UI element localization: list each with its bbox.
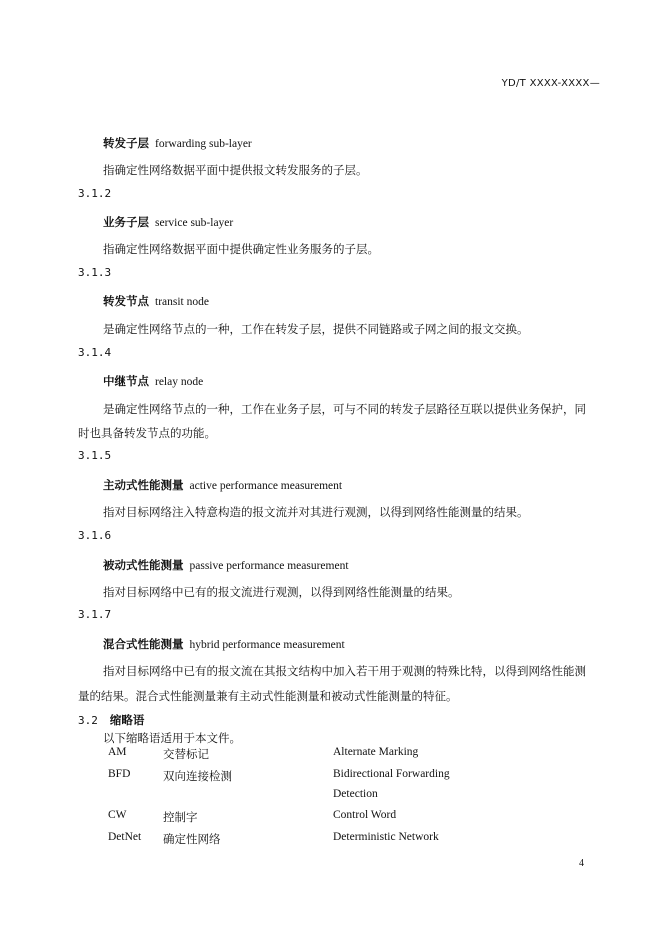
- term-en: active performance measurement: [189, 480, 343, 492]
- term-definition: 指确定性网络数据平面中提供报文转发服务的子层。: [103, 163, 368, 177]
- term-definition-line1: 是确定性网络节点的一种，工作在业务子层，可与不同的转发子层路径互联以提供业务保护，同: [103, 402, 586, 416]
- clause-number: 3.1.2: [78, 187, 112, 200]
- page-number: 4: [579, 858, 584, 869]
- term-en: passive performance measurement: [189, 560, 349, 572]
- term-en: hybrid performance measurement: [189, 639, 345, 651]
- term-zh: 被动式性能测量: [103, 558, 184, 572]
- term-definition-line1: 指对目标网络中已有的报文流在其报文结构中加入若干用于观测的特殊比特，以得到网络性能测: [103, 664, 586, 678]
- term-relay-node: [103, 373, 203, 389]
- clause-number: 3.1.5: [78, 449, 112, 462]
- abbr-chinese: 交替标记: [163, 747, 209, 761]
- term-hybrid-performance-measurement: [103, 636, 345, 652]
- term-passive-performance-measurement: [103, 557, 349, 573]
- clause-number: 3.1.4: [78, 346, 112, 359]
- abbr-code: CW: [108, 809, 127, 821]
- term-definition: 指对目标网络中已有的报文流进行观测，以得到网络性能测量的结果。: [103, 585, 460, 599]
- term-zh: 中继节点: [103, 374, 149, 388]
- abbr-code: BFD: [108, 768, 131, 780]
- term-definition: 指对目标网络注入特意构造的报文流并对其进行观测，以得到网络性能测量的结果。: [103, 505, 529, 519]
- term-zh: 业务子层: [103, 215, 149, 229]
- term-forwarding-sub-layer: [103, 135, 252, 151]
- clause-number: 3.1.3: [78, 266, 112, 279]
- abbr-code: DetNet: [108, 831, 142, 843]
- term-zh: 主动式性能测量: [103, 478, 184, 492]
- abbr-english: Alternate Marking: [333, 746, 419, 758]
- abbr-chinese: 确定性网络: [163, 832, 221, 846]
- section-number: 3.2: [78, 714, 98, 727]
- clause-number: 3.1.7: [78, 608, 112, 621]
- term-active-performance-measurement: [103, 477, 342, 493]
- term-service-sub-layer: [103, 214, 233, 230]
- section-intro: 以下缩略语适用于本文件。: [103, 731, 241, 745]
- term-zh: 转发子层: [103, 136, 149, 150]
- document-id-header: YD/T XXXX-XXXX—: [501, 78, 600, 89]
- section-heading: [78, 712, 144, 728]
- term-en: forwarding sub-layer: [155, 138, 252, 150]
- clause-number: 3.1.6: [78, 529, 112, 542]
- term-en: service sub-layer: [155, 217, 234, 229]
- abbr-chinese: 双向连接检测: [163, 769, 232, 783]
- term-en: transit node: [155, 296, 209, 308]
- term-en: relay node: [155, 376, 204, 388]
- section-title: 缩略语: [109, 713, 145, 727]
- abbr-code: AM: [108, 746, 127, 758]
- term-transit-node: [103, 293, 209, 309]
- abbr-english: Control Word: [333, 809, 397, 821]
- term-definition-line2: 时也具备转发节点的功能。: [78, 426, 216, 440]
- abbr-english: Bidirectional Forwarding: [333, 768, 450, 780]
- abbr-english-cont: Detection: [333, 788, 378, 800]
- term-definition: 指确定性网络数据平面中提供确定性业务服务的子层。: [103, 242, 379, 256]
- abbr-english: Deterministic Network: [333, 831, 439, 843]
- abbr-chinese: 控制字: [163, 810, 198, 824]
- term-definition-line2: 量的结果。混合式性能测量兼有主动式性能测量和被动式性能测量的特征。: [78, 689, 458, 703]
- term-definition: 是确定性网络节点的一种，工作在转发子层，提供不同链路或子网之间的报文交换。: [103, 322, 529, 336]
- term-zh: 转发节点: [103, 294, 149, 308]
- term-zh: 混合式性能测量: [103, 637, 184, 651]
